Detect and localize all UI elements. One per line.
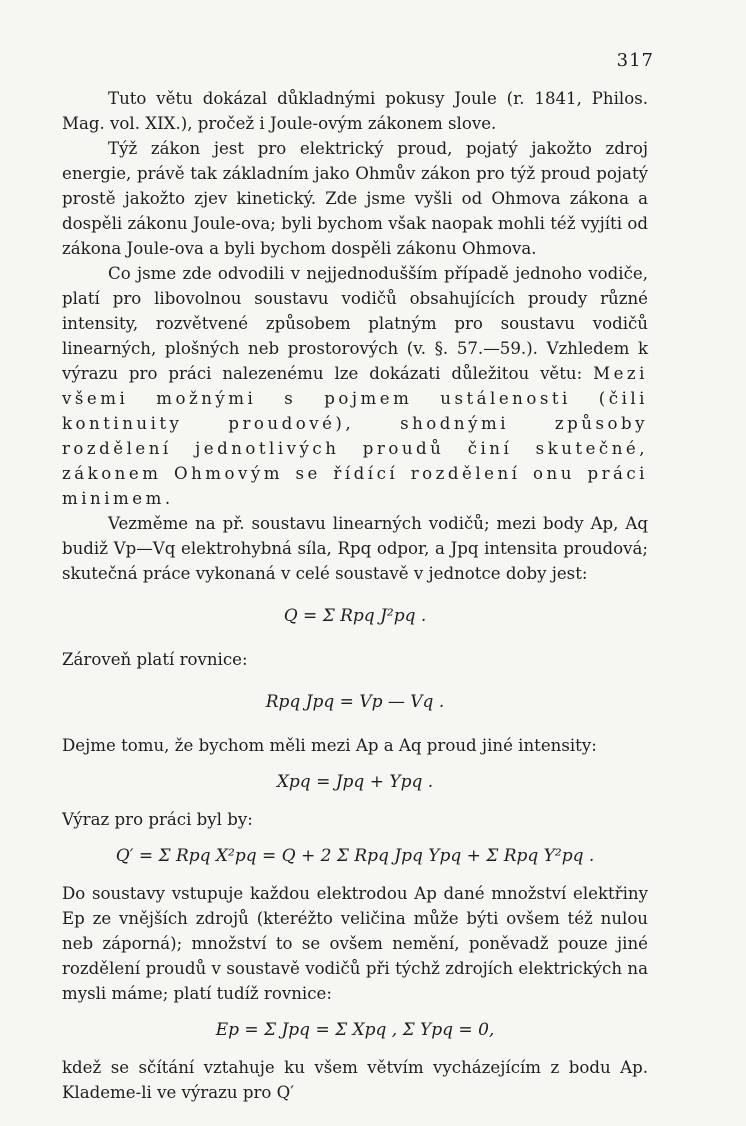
- paragraph-example: Vezměme na př. soustavu linearných vodičů; mezi body Ap, Aq budiž Vp—Vq elektrohybná síla, Rpq odpor, a Jpq intensita proudová; skutečná práce vykonaná v celé soustavě v jednotce doby jest:: [62, 514, 648, 583]
- emphasized-theorem: Mezi všemi možnými s pojmem ustálenosti (čili kontinuity proudové), shodnými způsoby rozdělení jednotlivých proudů činí skutečné, zákonem Ohmovým se řídící rozdělení onu práci minimem.: [62, 364, 648, 508]
- paragraph-electrodes: Do soustavy vstupuje každou elektrodou Ap dané množství elektřiny Ep ze vnějších zdrojů (kteréžto veličina může býti ovšem též nulou neb záporná); množství to se ovšem nemění, poněvadž pouze jiné rozdělení proudů v soustavě vodičů při týchž zdrojích elektrických na mysli máme; platí tudíž rovnice:: [62, 884, 648, 1003]
- label-equations: Zároveň platí rovnice:: [62, 650, 248, 669]
- equation-ohm: Rpq Jpq = Vp — Vq .: [265, 692, 445, 712]
- page-number: 317: [616, 50, 654, 71]
- label-other-intensity: Dejme tomu, že bychom měli mezi Ap a Aq proud jiné intensity:: [62, 736, 597, 755]
- paragraph-summation: kdež se sčítání vztahuje ku všem větvím vycházejícím z bodu Ap. Klademe-li ve výrazu pro Q′: [62, 1058, 648, 1102]
- paragraph-conductor-system: [62, 261, 648, 511]
- paragraph-joule-law: Tuto větu dokázal důkladnými pokusy Joule (r. 1841, Philos. Mag. vol. XIX.), pročež i Joule-ovým zákonem slove.: [62, 89, 648, 133]
- label-work-expression: Výraz pro práci byl by:: [62, 810, 253, 829]
- equation-work-expanded: Q′ = Σ Rpq X²pq = Q + 2 Σ Rpq Jpq Ypq + Σ Rpq Y²pq .: [115, 846, 595, 866]
- paragraph-text: Co jsme zde odvodili v nejjednodušším případě jednoho vodiče, platí pro libovolnou soustavu vodičů obsahujících proudy různé intensity, rozvětvené způsobem platným pro soustavu vodičů linearných, plošných neb prostorových (v. §. 57.—59.). Vzhledem k výrazu pro práci nalezenému lze dokázati důležitou větu:: [62, 264, 648, 383]
- equation-continuity: Ep = Σ Jpq = Σ Xpq , Σ Ypq = 0,: [215, 1020, 495, 1040]
- page-body: [62, 86, 648, 1105]
- equation-work: Q = Σ Rpq J²pq .: [283, 606, 427, 626]
- paragraph-energy-law: Týž zákon jest pro elektrický proud, pojatý jakožto zdroj energie, právě tak základním jako Ohmův zákon pro týž proud pojatý prostě jakožto zjev kinetický. Zde jsme vyšli od Ohmova zákona a dospěli zákonu Joule-ova; byli bychom však naopak mohli též vyjíti od zákona Joule-ova a byli bychom dospěli zákonu Ohmova.: [62, 139, 648, 258]
- equation-intensity: Xpq = Jpq + Ypq .: [276, 772, 434, 792]
